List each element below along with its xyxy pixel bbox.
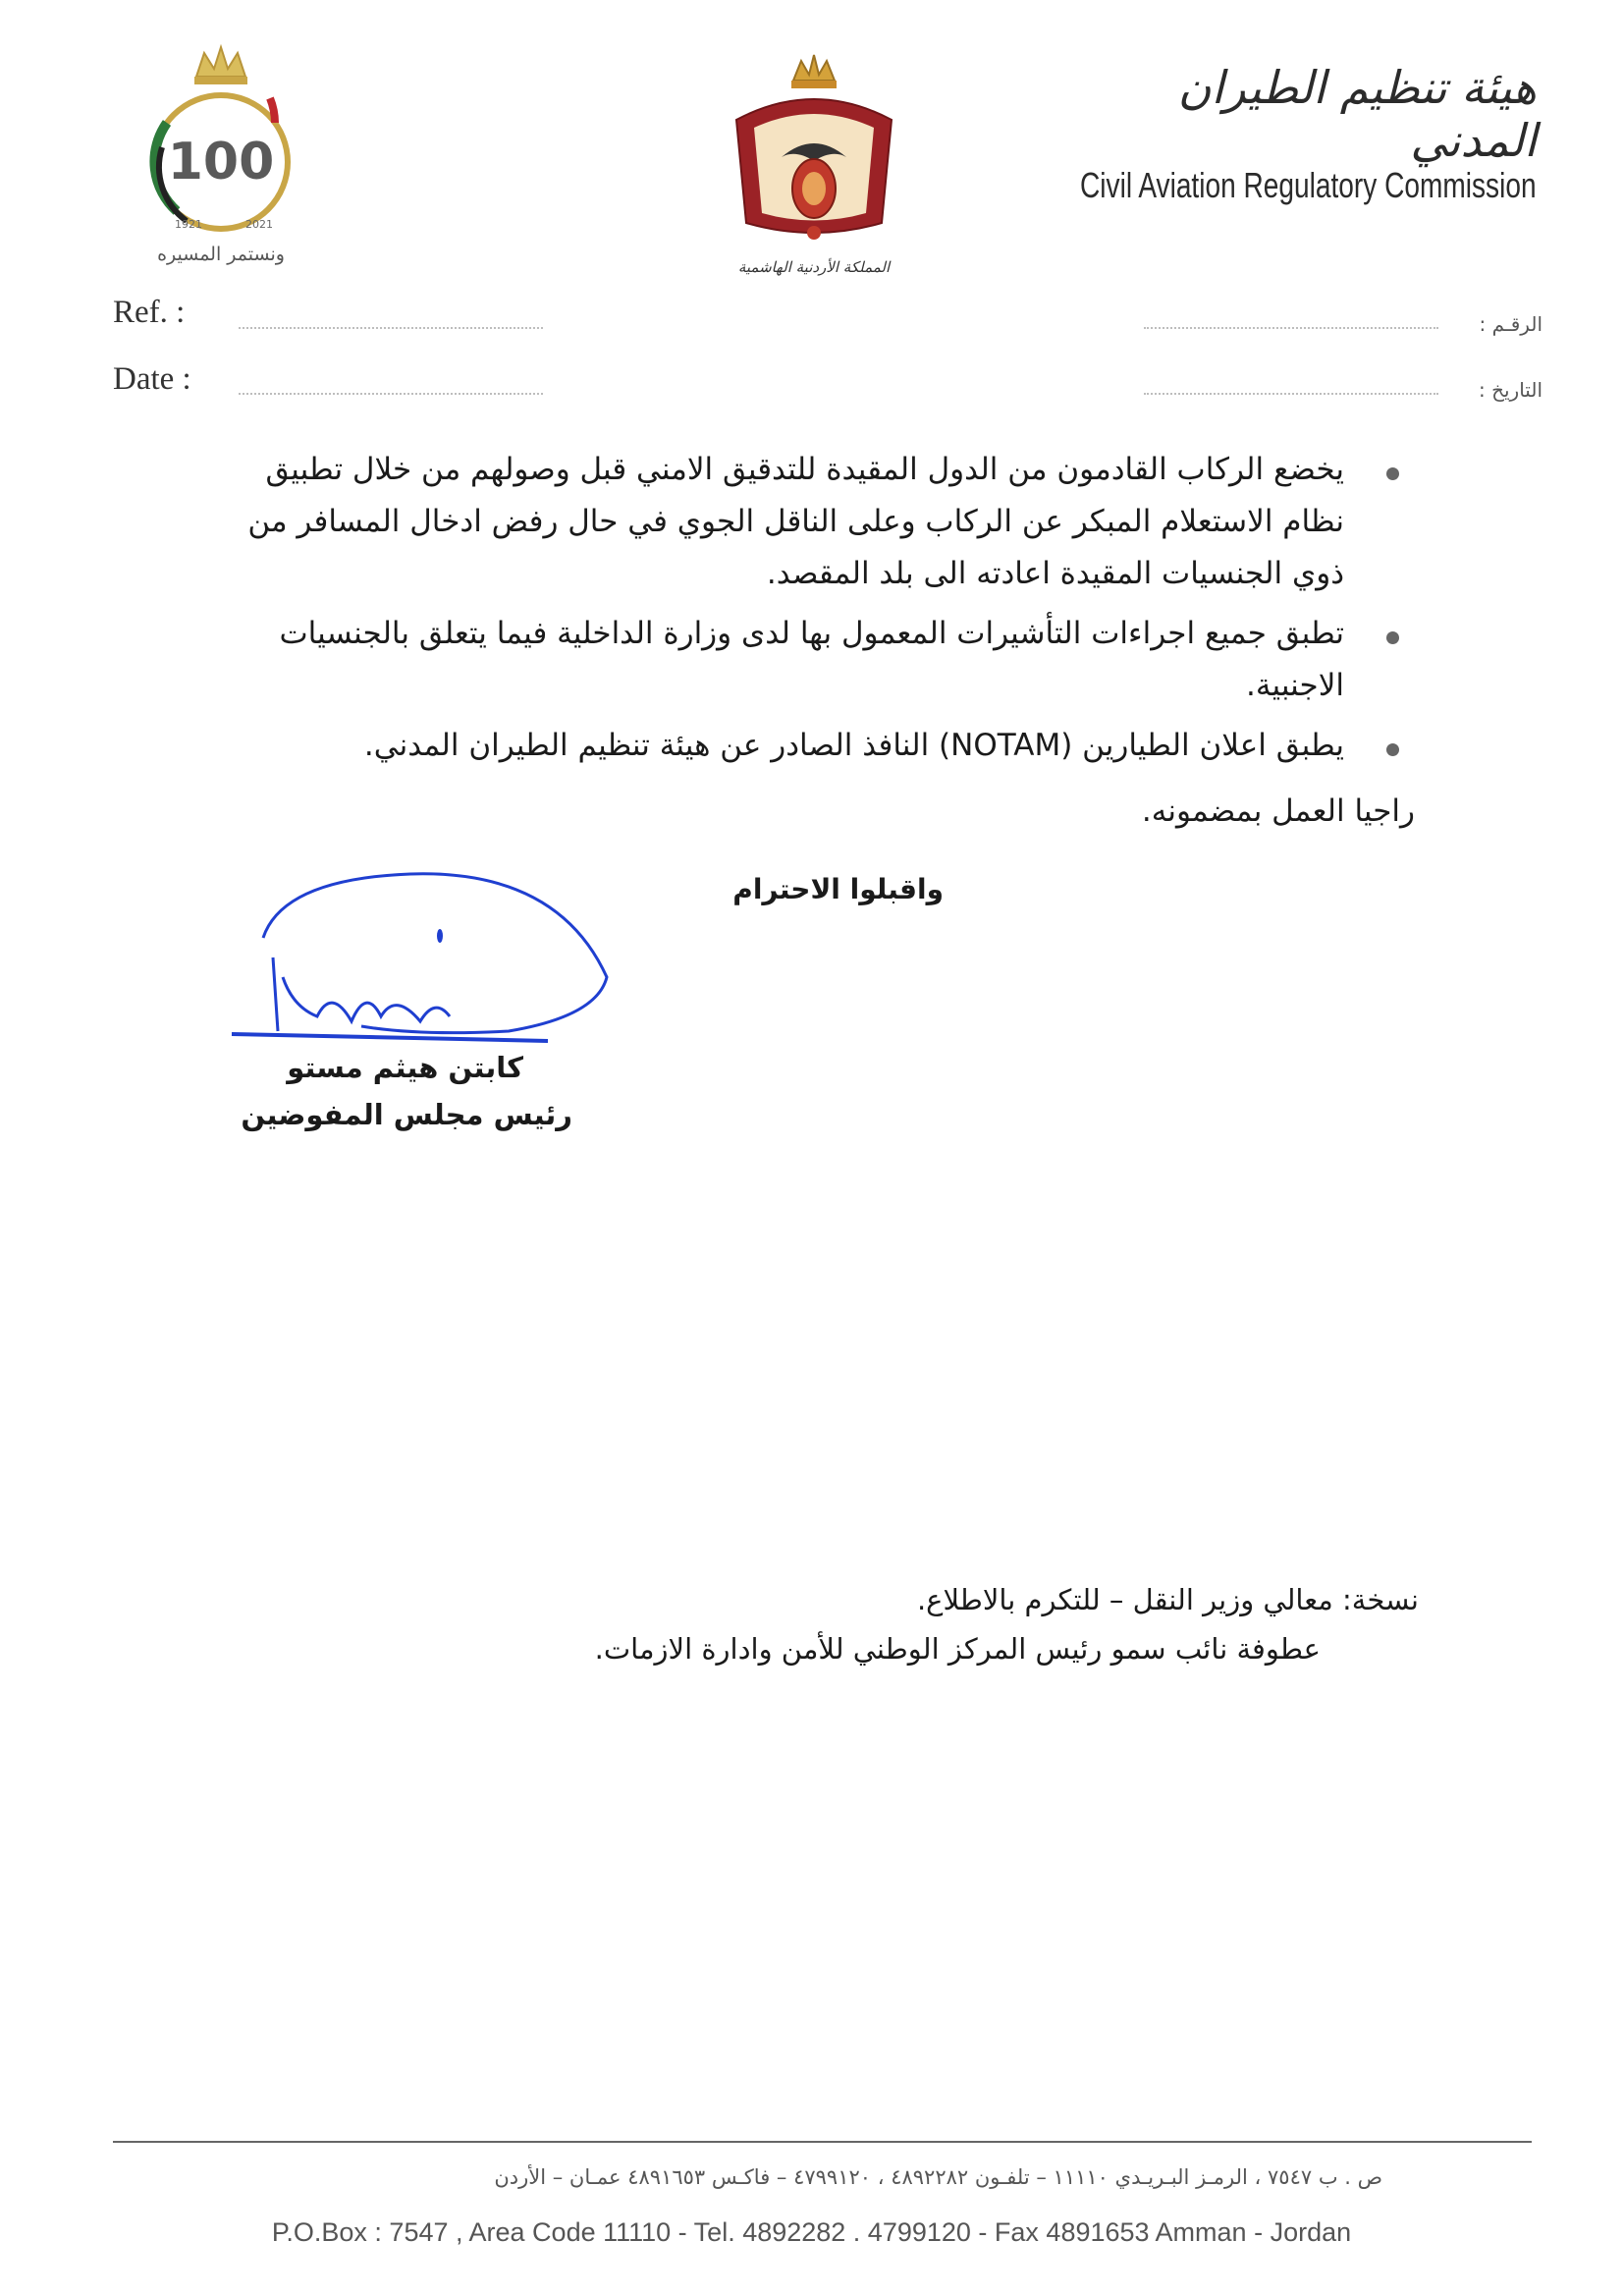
centennial-caption: ونستمر المسيره bbox=[157, 244, 285, 265]
footer-address-en: P.O.Box : 7547 , Area Code 11110 - Tel. 4892282 . 4799120 - Fax 4891653 Amman - Jordan bbox=[271, 2217, 1352, 2247]
closing-request: راجيا العمل بمضمونه. bbox=[1141, 793, 1415, 829]
letter-body bbox=[241, 444, 1409, 780]
bullet-text-3: يطبق اعلان الطيارين (NOTAM) النافذ الصادر عن هيئة تنظيم الطيران المدني. bbox=[363, 728, 1344, 763]
bullet-text-2: تطبق جميع اجراءات التأشيرات المعمول بها لدى وزارة الداخلية فيما يتعلق بالجنسيات الاجنبية. bbox=[279, 616, 1344, 703]
closing-regards: واقبلوا الاحترام bbox=[732, 873, 944, 905]
centennial-year-start: 1921 bbox=[175, 218, 202, 231]
copy-line-2: عطوفة نائب سمو رئيس المركز الوطني للأمن وادارة الازمات. bbox=[594, 1632, 1321, 1666]
bullet-icon bbox=[1386, 467, 1399, 480]
ref-line-ar bbox=[1144, 327, 1438, 329]
emblem-caption: المملكة الأردنية الهاشمية bbox=[737, 258, 891, 276]
copy-line-1: نسخة: معالي وزير النقل – للتكرم بالاطلاع. bbox=[916, 1583, 1419, 1616]
centennial-logo bbox=[128, 39, 314, 275]
org-name-english: Civil Aviation Regulatory Commission bbox=[1080, 165, 1537, 205]
list-item bbox=[241, 608, 1409, 712]
date-line-en bbox=[239, 393, 543, 395]
list-item bbox=[241, 720, 1409, 772]
centennial-number: 100 bbox=[167, 133, 275, 191]
coat-of-arms bbox=[725, 51, 903, 287]
signer-title: رئيس مجلس المفوضين bbox=[241, 1098, 572, 1131]
centennial-emblem-icon bbox=[128, 39, 314, 246]
coat-of-arms-icon bbox=[725, 51, 903, 287]
handwritten-signature bbox=[224, 869, 617, 1066]
bullet-icon bbox=[1386, 743, 1399, 756]
date-line-ar bbox=[1144, 393, 1438, 395]
footer-divider bbox=[113, 2141, 1532, 2143]
date-label-ar: التاريخ : bbox=[1478, 378, 1542, 402]
footer-address-ar: ص . ب ٧٥٤٧ ، الرمـز البـريـدي ١١١١٠ – تلفـون ٤٨٩٢٢٨٢ ، ٤٧٩٩١٢٠ – فاكـس ٤٨٩١٦٥٣ عمـان – الأردن bbox=[494, 2165, 1382, 2189]
conditions-list bbox=[241, 444, 1409, 772]
ref-label-en: Ref. : bbox=[113, 295, 186, 330]
bullet-text-1: يخضع الركاب القادمون من الدول المقيدة للتدقيق الامني قبل وصولهم من خلال تطبيق نظام الاستعلام المبكر عن الركاب وعلى الناقل الجوي في حال رفض ادخال المسافر من ذوي الجنسيات المقيدة اعادته الى بلد المقصد. bbox=[247, 452, 1344, 591]
signature-icon bbox=[224, 869, 617, 1066]
list-item bbox=[241, 444, 1409, 600]
date-label-en: Date : bbox=[113, 361, 191, 397]
bullet-icon bbox=[1386, 631, 1399, 644]
ref-label-ar: الرقـم : bbox=[1479, 312, 1542, 336]
ref-line-en bbox=[239, 327, 543, 329]
centennial-year-end: 2021 bbox=[245, 218, 273, 231]
org-name-arabic: هيئة تنظيم الطيران المدني bbox=[1177, 61, 1537, 167]
signer-name: كابتن هيثم مستو bbox=[287, 1051, 523, 1084]
